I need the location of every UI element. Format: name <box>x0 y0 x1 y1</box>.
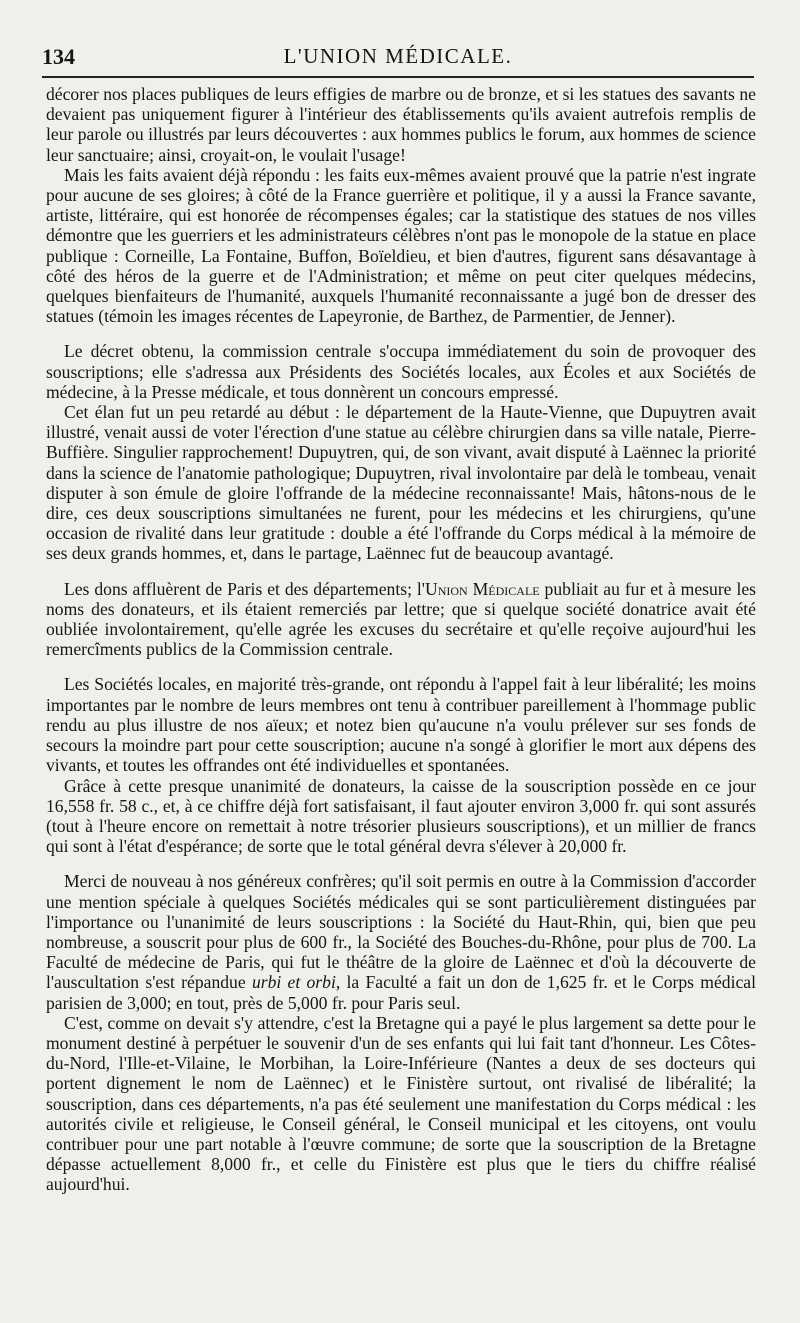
paragraph: Grâce à cette presque unanimité de donateurs, la caisse de la souscription possède en ce jour 16,558 fr. 58 c., et, à ce chiffre déjà fort satisfaisant, il faut ajouter environ 3,000 fr. qui sont assurés (tout à l'heure encore on remettait à notre trésorier plusieurs souscriptions), et un millier de francs qui sont à l'état d'espérance; de sorte que le total général devra s'élever à 20,000 fr. <box>46 775 756 857</box>
header-rule <box>42 76 754 78</box>
paragraph-text: Merci de nouveau à nos généreux confrères; qu'il soit permis en outre à la Commission d'accorder une mention spéciale à quelques Sociétés médicales qui se sont particulièrement distinguées par l'importance ou l'unanimité de leurs souscriptions : la Société du Haut-Rhin, qui, bien que peu nombreuse, a souscrit pour plus de 600 fr., la Société des Bouches-du-Rhône, pour plus de 700. La Faculté de médecine de Paris, qui fut le théâtre de la gloire de Laënnec et d'où la découverte de l'auscultation s'est répandue <box>46 871 756 993</box>
paragraph-text: Les dons affluèrent de Paris et des départements; l' <box>64 578 425 599</box>
paragraph <box>46 579 756 660</box>
paragraph: Mais les faits avaient déjà répondu : les faits eux-mêmes avaient prouvé que la patrie n'est ingrate pour aucune de ses gloires; à côté de la France guerrière et politique, il y a aussi la France savante, artiste, littéraire, qui est honorée de récompenses égales; car la statistique des statues de nos villes démontre que les guerriers et les administrateurs célèbres n'ont pas le monopole de la statue en place publique : Corneille, La Fontaine, Buffon, Boïeldieu, et bien d'autres, figurent sans désavantage à côté des héros de la guerre et de l'Administration; et même on peut citer quelques médecins, quelques bienfaiteurs de l'humanité, auxquels l'humanité reconnaissante a jugé bon de dresser des statues (témoin les images récentes de Lapeyronie, de Barthez, de Parmentier, de Jenner). <box>46 164 756 327</box>
paragraph: Le décret obtenu, la commission centrale s'occupa immédiatement du soin de provoquer des souscriptions; elle s'adressa aux Présidents des Sociétés locales, aux Écoles et aux Sociétés de médecine, à la Presse médicale, et tous donnèrent un concours empressé. <box>46 341 756 402</box>
italic-phrase: urbi et orbi <box>251 972 336 993</box>
paragraph: décorer nos places publiques de leurs effigies de marbre ou de bronze, et si les statues des savants ne devaient pas uniquement figurer à l'intérieur des établissements qu'ils avaient autrefois remplis de leur parole ou illustrés par leurs découvertes : aux hommes publics le forum, aux hommes de science leur sanctuaire; ainsi, croyait-on, le voulait l'usage! <box>46 84 756 165</box>
running-header <box>42 40 754 70</box>
paragraph: C'est, comme on devait s'y attendre, c'est la Bretagne qui a payé le plus largement sa dette pour le monument destiné à perpétuer le souvenir d'un de ses enfants qui lui fait tant d'honneur. Les Côtes-du-Nord, l'Ille-et-Vilaine, le Morbihan, la Loire-Inférieure (Nantes a deux de ses docteurs qui portent dignement le nom de Laënnec) et le Finistère surtout, ont rivalisé de libéralité; la souscription, dans ces départements, n'a pas été seulement une manifestation du Corps médical : les autorités civile et religieuse, le Conseil général, le Conseil municipal et les citoyens, ont voulu contribuer pour une part notable à l'œuvre commune; de sorte que la souscription de la Bretagne dépasse actuellement 8,000 fr., et celle du Finistère est plus que le tiers du chiffre réalisé aujourd'hui. <box>46 1012 756 1195</box>
page-number: 134 <box>42 44 75 69</box>
journal-title: L'UNION MÉDICALE. <box>283 44 513 68</box>
paragraph <box>46 871 756 1012</box>
paragraph-text: publiait au fur et à mesure les noms des donateurs, et ils étaient remerciés par lettre; que si quelque société donatrice avait été oubliée involontairement, qu'elle agrée les excuses du secrétaire et qu'elle reçoive aujourd'hui les remercîments publics de la Commission centrale. <box>46 578 756 660</box>
journal-name: Union Médicale <box>424 578 540 599</box>
paragraph-text: , la Faculté a fait un don de 1,625 fr. et le Corps médical parisien de 3,000; en tout, près de 5,000 fr. pour Paris seul. <box>46 972 756 1013</box>
paragraph: Cet élan fut un peu retardé au début : le département de la Haute-Vienne, que Dupuytren avait illustré, venait aussi de voter l'érection d'une statue au célèbre chirurgien dans sa ville natale, Pierre-Buffière. Singulier rapprochement! Dupuytren, qui, de son vivant, avait disputé à Laënnec la priorité dans la science de l'anatomie pathologique; Dupuytren, rival involontaire par delà le tombeau, venait disputer à son émule de gloire l'offrande de la médecine reconnaissante! Mais, hâtons-nous de le dire, ces deux souscriptions simultanées ne furent, pour les médecins et les chirurgiens, qu'une occasion de rivalité dans leur gratitude : double a été l'offrande du Corps médical à la mémoire de ses deux grands hommes, et, dans le partage, Laënnec fut de beaucoup avantagé. <box>46 402 756 564</box>
article-body <box>46 84 756 1195</box>
paragraph: Les Sociétés locales, en majorité très-grande, ont répondu à l'appel fait à leur libéralité; les moins importantes par le nombre de leurs membres ont tenu à contribuer pareillement à l'hommage public rendu au plus illustre de nos aïeux; et notez bien qu'aucune n'a voulu prélever sur ses fonds de secours la moindre part pour cette souscription; aucune n'a songé à glorifier le mort aux dépens des vivants, et toutes les offrandes ont été individuelles et spontanées. <box>46 674 756 776</box>
